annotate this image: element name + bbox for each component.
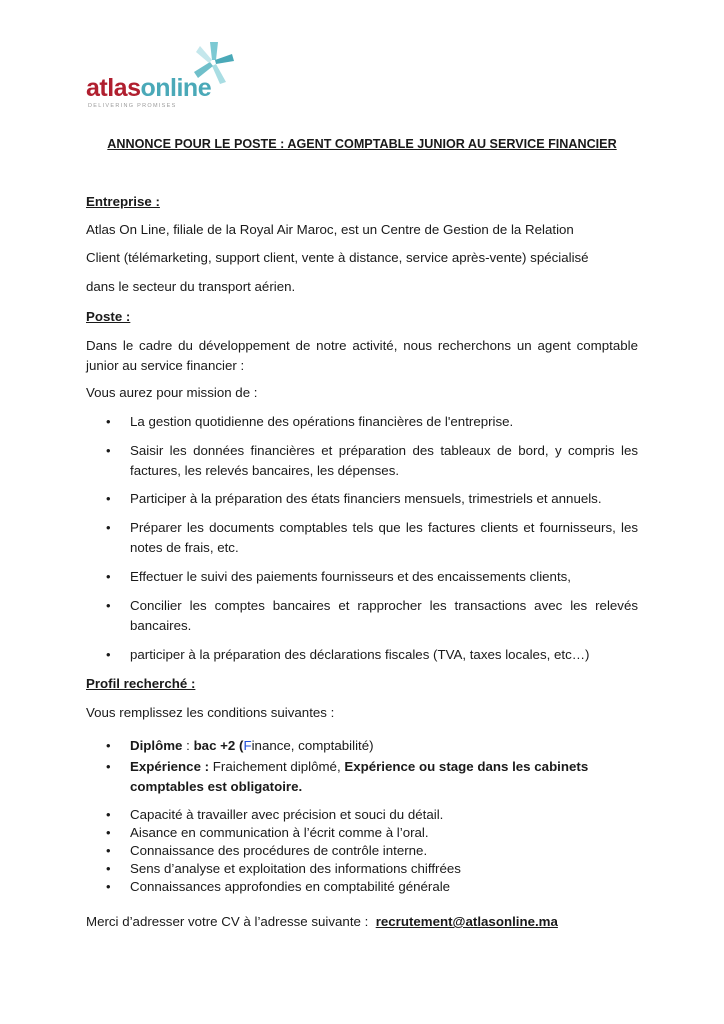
- mission-item: Saisir les données financières et préparation des tableaux de bord, y compris les factures, les relevés bancaires, les dépenses.: [130, 443, 638, 478]
- bullet-icon: •: [106, 414, 111, 429]
- mission-item: Participer à la préparation des états financiers mensuels, trimestriels et annuels.: [130, 491, 602, 506]
- bullet-icon: •: [106, 759, 111, 774]
- bullet-icon: •: [106, 843, 111, 858]
- bullet-icon: •: [106, 569, 111, 584]
- bullet-icon: •: [106, 861, 111, 876]
- quality-item: Sens d’analyse et exploitation des informations chiffrées: [130, 861, 461, 876]
- poste-heading: Poste :: [86, 309, 131, 324]
- email-link[interactable]: recrutement@atlasonline.ma: [375, 914, 558, 929]
- profil-heading: Profil recherché :: [86, 676, 196, 691]
- quality-item: Connaissances approfondies en comptabilité générale: [130, 879, 451, 894]
- contact-line: [86, 912, 558, 932]
- entreprise-heading: Entreprise :: [86, 194, 160, 209]
- quality-item: Capacité à travailler avec précision et souci du détail.: [130, 807, 444, 822]
- mission-intro: Vous aurez pour mission de :: [86, 385, 258, 400]
- bullet-icon: •: [106, 520, 111, 535]
- bullet-icon: •: [106, 647, 111, 662]
- logo-tagline: DELIVERING PROMISES: [88, 103, 177, 109]
- mission-item: participer à la préparation des déclarations fiscales (TVA, taxes locales, etc…): [130, 647, 590, 662]
- bullet-icon: •: [106, 825, 111, 840]
- bullet-icon: •: [106, 738, 111, 753]
- quality-item: Aisance en communication à l’écrit comme à l’oral.: [130, 825, 429, 840]
- page-title: ANNONCE POUR LE POSTE : AGENT COMPTABLE JUNIOR AU SERVICE FINANCIER: [107, 137, 617, 151]
- contact-text: Merci d’adresser votre CV à l’adresse suivante :: [86, 914, 376, 929]
- diplome-label: Diplôme: [130, 738, 183, 753]
- bullet-icon: •: [106, 807, 111, 822]
- bullet-icon: •: [106, 491, 111, 506]
- mission-item: La gestion quotidienne des opérations financières de l'entreprise.: [130, 414, 514, 429]
- bullet-icon: •: [106, 443, 111, 458]
- mission-item: Effectuer le suivi des paiements fournisseurs et des encaissements clients,: [130, 569, 571, 584]
- profil-intro: Vous remplissez les conditions suivantes :: [86, 705, 335, 720]
- company-logo: [86, 40, 246, 112]
- bullet-icon: •: [106, 598, 111, 613]
- poste-intro: Dans le cadre du développement de notre activité, nous recherchons un agent comptable junior au service financier :: [86, 338, 638, 373]
- experience-item: Expérience : Fraichement diplômé, Expérience ou stage dans les cabinets comptables est obligatoire.: [130, 759, 589, 794]
- quality-item: Connaissance des procédures de contrôle interne.: [130, 843, 428, 858]
- experience-label: Expérience :: [130, 759, 210, 774]
- entreprise-line: Client (télémarketing, support client, vente à distance, service après-vente) spécialisé: [86, 250, 589, 265]
- diplome-value: bac +2: [193, 738, 236, 753]
- mission-item: Concilier les comptes bancaires et rapprocher les transactions avec les relevés bancaires.: [130, 598, 638, 633]
- entreprise-line: dans le secteur du transport aérien.: [86, 279, 296, 294]
- bullet-icon: •: [106, 879, 111, 894]
- mission-item: Préparer les documents comptables tels que les factures clients et fournisseurs, les notes de frais, etc.: [130, 520, 638, 555]
- diplome-item: Diplôme : bac +2 (Finance, comptabilité): [130, 738, 374, 753]
- logo-wordmark: atlasonline: [86, 74, 212, 102]
- entreprise-line: Atlas On Line, filiale de la Royal Air Maroc, est un Centre de Gestion de la Relation: [86, 222, 574, 237]
